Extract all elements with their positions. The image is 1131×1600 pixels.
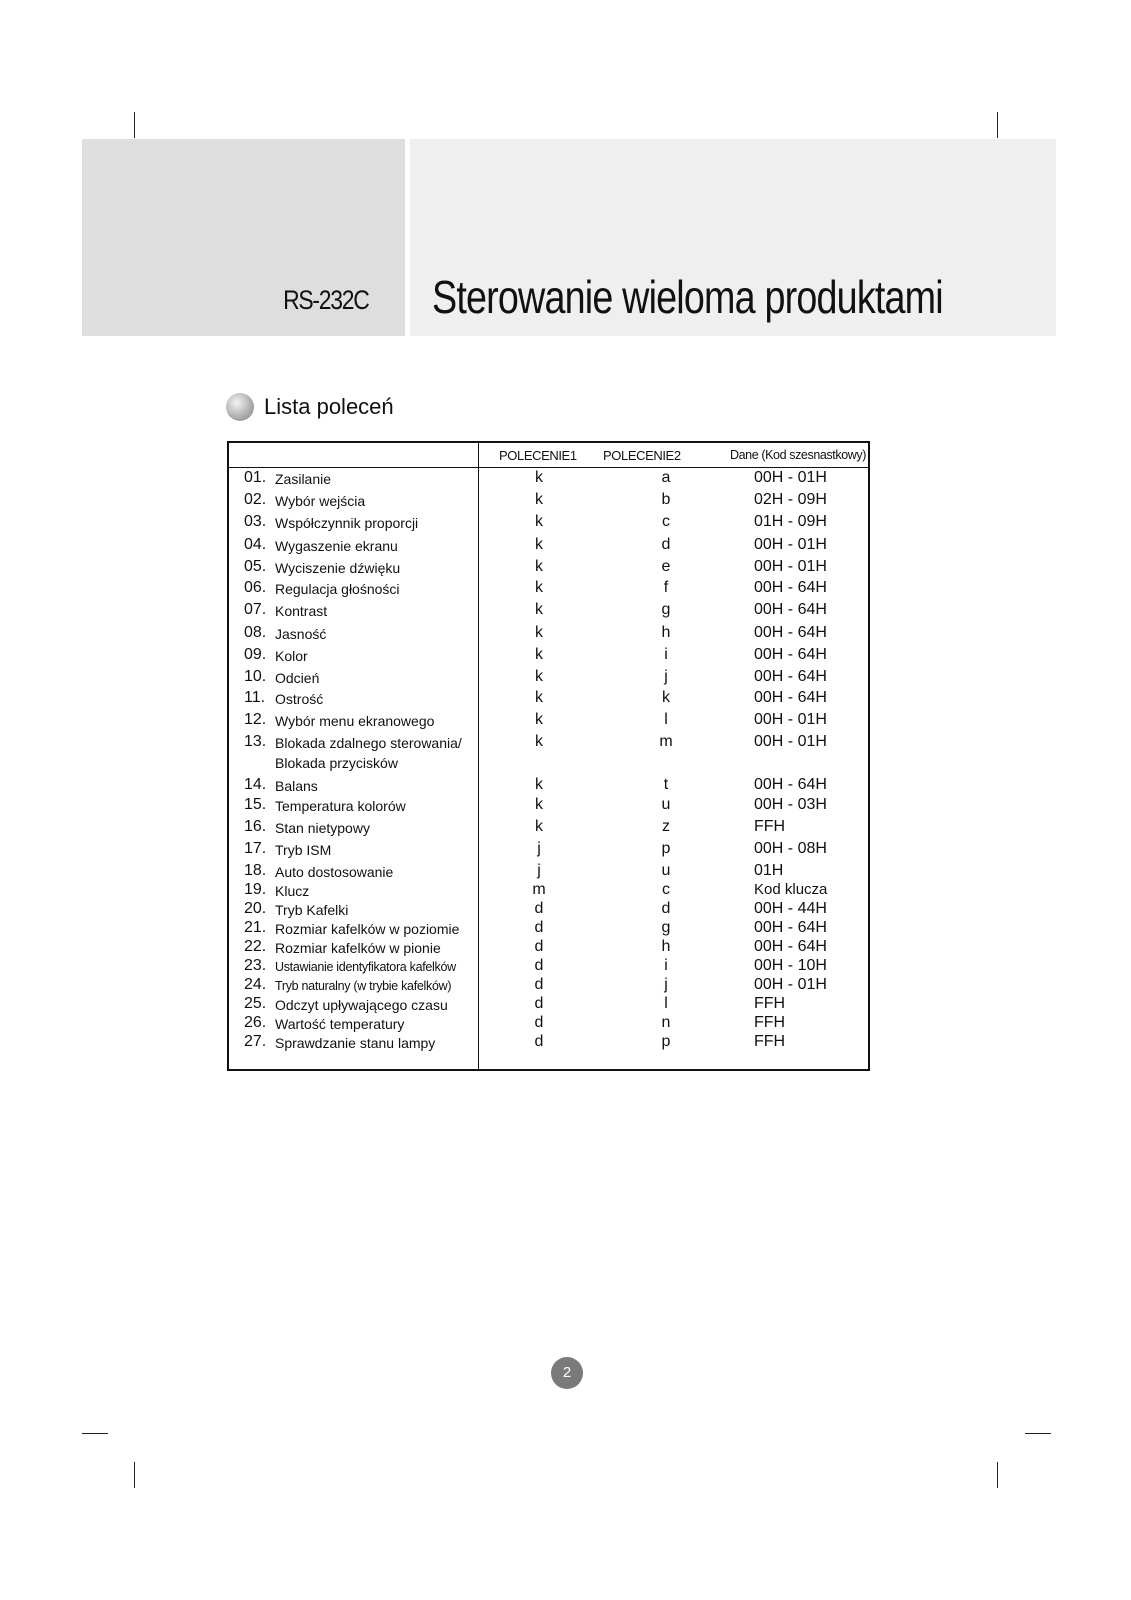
row-command2: f xyxy=(663,579,669,596)
row-number: 18. xyxy=(244,862,267,879)
row-function-name: Wybór wejścia xyxy=(275,493,366,509)
table-row xyxy=(229,919,868,939)
row-command2: i xyxy=(664,646,668,663)
row-function-name: Regulacja głośności xyxy=(275,581,400,597)
row-command2: i xyxy=(664,957,668,974)
row-function-name: Ustawianie identyfikatora kafelków xyxy=(275,960,456,974)
row-command1: k xyxy=(535,646,543,663)
row-data-value: 00H - 64H xyxy=(754,579,827,596)
row-command2: d xyxy=(661,900,671,917)
row-number: 05. xyxy=(244,558,267,575)
row-number: 27. xyxy=(244,1033,267,1050)
row-command2: h xyxy=(661,938,671,955)
row-command1: k xyxy=(535,513,543,530)
column-header-data: Dane (Kod szesnastkowy) xyxy=(729,448,866,462)
row-data-value: 00H - 64H xyxy=(754,919,827,936)
table-row xyxy=(229,536,868,556)
row-number: 24. xyxy=(244,976,267,993)
row-function-name-continued: Blokada przycisków xyxy=(275,755,398,771)
row-command1: k xyxy=(535,469,543,486)
row-number: 11. xyxy=(244,689,266,706)
row-number: 20. xyxy=(244,900,267,917)
table-row xyxy=(229,938,868,958)
row-data-value: 01H xyxy=(754,862,784,879)
row-command2: k xyxy=(662,689,670,706)
row-function-name: Tryb Kafelki xyxy=(275,902,349,918)
row-command1: j xyxy=(537,862,541,879)
crop-mark xyxy=(997,112,998,138)
row-command1: k xyxy=(535,601,543,618)
row-number: 07. xyxy=(244,601,267,618)
row-number: 06. xyxy=(244,579,267,596)
row-command2: e xyxy=(661,558,671,575)
row-command1: k xyxy=(535,689,543,706)
column-header-command2: POLECENIE2 xyxy=(603,448,681,463)
crop-mark xyxy=(134,1462,135,1488)
row-command1: d xyxy=(534,1014,544,1031)
table-row xyxy=(229,796,868,816)
crop-mark xyxy=(1025,1433,1051,1434)
page-number-badge: 2 xyxy=(551,1357,583,1389)
crop-mark xyxy=(134,112,135,138)
row-command1: k xyxy=(535,491,543,508)
section-label: RS-232C xyxy=(283,285,369,315)
row-command1: m xyxy=(532,881,546,898)
table-row xyxy=(229,818,868,838)
table-row xyxy=(229,776,868,796)
row-number: 21. xyxy=(244,919,267,936)
row-command2: g xyxy=(661,919,671,936)
row-command1: k xyxy=(535,776,543,793)
row-function-name: Tryb ISM xyxy=(275,842,332,858)
row-command2: t xyxy=(663,776,669,793)
row-command1: j xyxy=(537,840,541,857)
row-number: 17. xyxy=(244,840,267,857)
table-row xyxy=(229,469,868,489)
row-command1: k xyxy=(535,536,543,553)
table-row xyxy=(229,558,868,578)
row-data-value: 02H - 09H xyxy=(754,491,827,508)
row-command2: p xyxy=(661,840,671,857)
header-section-panel xyxy=(82,139,405,336)
row-function-name: Współczynnik proporcji xyxy=(275,515,419,531)
row-command1: k xyxy=(535,668,543,685)
row-function-name: Ostrość xyxy=(275,691,324,707)
row-data-value: 00H - 01H xyxy=(754,976,827,993)
row-data-value: 00H - 64H xyxy=(754,668,827,685)
row-command2: m xyxy=(659,733,673,750)
row-number: 15. xyxy=(244,796,267,813)
page-title: Sterowanie wieloma produktami xyxy=(432,271,943,323)
row-data-value: FFH xyxy=(754,995,786,1012)
command-table xyxy=(227,441,870,1071)
row-command1: d xyxy=(534,1033,544,1050)
header-title-panel xyxy=(410,139,1056,336)
row-function-name: Stan nietypowy xyxy=(275,820,370,836)
table-row xyxy=(229,711,868,731)
row-number: 12. xyxy=(244,711,267,728)
row-data-value: 00H - 64H xyxy=(754,601,827,618)
row-command1: d xyxy=(534,976,544,993)
table-row xyxy=(229,1033,868,1053)
row-data-value: 00H - 01H xyxy=(754,733,827,750)
row-command2: g xyxy=(661,601,671,618)
row-command2: c xyxy=(662,881,670,898)
row-number: 14. xyxy=(244,776,267,793)
row-function-name: Sprawdzanie stanu lampy xyxy=(275,1035,436,1051)
row-number: 08. xyxy=(244,624,267,641)
row-function-name: Kolor xyxy=(275,648,308,664)
row-function-name: Odczyt upływającego czasu xyxy=(275,997,448,1013)
row-number: 10. xyxy=(244,668,267,685)
row-command2: l xyxy=(664,995,668,1012)
row-function-name: Balans xyxy=(275,778,318,794)
table-row xyxy=(229,513,868,533)
row-data-value: 00H - 01H xyxy=(754,711,827,728)
row-data-value: 00H - 64H xyxy=(754,646,827,663)
row-data-value: 00H - 08H xyxy=(754,840,827,857)
row-data-value: Kod klucza xyxy=(754,881,828,898)
table-row xyxy=(229,624,868,644)
row-command2: a xyxy=(661,469,671,486)
table-row xyxy=(229,995,868,1015)
row-number: 03. xyxy=(244,513,267,530)
row-data-value: 00H - 44H xyxy=(754,900,827,917)
row-command1: d xyxy=(534,957,544,974)
table-row xyxy=(229,491,868,511)
row-command2: h xyxy=(661,624,671,641)
table-row xyxy=(229,976,868,996)
row-command1: k xyxy=(535,579,543,596)
row-function-name: Temperatura kolorów xyxy=(275,798,406,814)
row-function-name: Kontrast xyxy=(275,603,328,619)
row-number: 04. xyxy=(244,536,267,553)
row-data-value: 00H - 64H xyxy=(754,938,827,955)
table-row xyxy=(229,1014,868,1034)
row-data-value: 00H - 01H xyxy=(754,469,827,486)
row-function-name: Auto dostosowanie xyxy=(275,864,394,880)
row-function-name: Klucz xyxy=(275,883,310,899)
row-data-value: 00H - 64H xyxy=(754,776,827,793)
row-function-name: Blokada zdalnego sterowania/ xyxy=(275,735,462,751)
row-function-name: Tryb naturalny (w trybie kafelków) xyxy=(275,979,452,993)
row-command2: p xyxy=(661,1033,671,1050)
row-function-name: Odcień xyxy=(275,670,320,686)
table-row xyxy=(229,957,868,977)
row-data-value: 00H - 01H xyxy=(754,536,827,553)
table-row xyxy=(229,668,868,688)
table-row xyxy=(229,840,868,860)
row-number: 01. xyxy=(244,469,267,486)
row-command2: c xyxy=(662,513,670,530)
row-command1: d xyxy=(534,938,544,955)
row-command2: u xyxy=(661,862,671,879)
table-row xyxy=(229,900,868,920)
row-number: 22. xyxy=(244,938,267,955)
row-command2: b xyxy=(661,491,671,508)
table-row xyxy=(229,862,868,882)
row-number: 19. xyxy=(244,881,267,898)
crop-mark xyxy=(997,1462,998,1488)
table-row xyxy=(229,881,868,901)
row-function-name: Rozmiar kafelków w poziomie xyxy=(275,921,460,937)
bullet-circle-icon xyxy=(226,393,254,421)
row-function-name: Jasność xyxy=(275,626,327,642)
row-command2: j xyxy=(664,668,668,685)
row-function-name: Zasilanie xyxy=(275,471,332,487)
row-number: 26. xyxy=(244,1014,267,1031)
table-body xyxy=(229,443,868,1069)
row-command2: j xyxy=(664,976,668,993)
row-command2: d xyxy=(661,536,671,553)
row-number: 09. xyxy=(244,646,267,663)
row-data-value: 00H - 10H xyxy=(754,957,827,974)
row-data-value: 00H - 01H xyxy=(754,558,827,575)
row-number: 13. xyxy=(244,733,267,750)
crop-mark xyxy=(82,1433,108,1434)
row-command1: d xyxy=(534,919,544,936)
row-data-value: FFH xyxy=(754,1014,786,1031)
row-command2: l xyxy=(664,711,668,728)
row-command1: k xyxy=(535,711,543,728)
column-header-command1: POLECENIE1 xyxy=(499,448,577,463)
row-function-name: Wygaszenie ekranu xyxy=(275,538,398,554)
row-function-name: Wybór menu ekranowego xyxy=(275,713,435,729)
row-data-value: FFH xyxy=(754,1033,786,1050)
row-function-name: Rozmiar kafelków w pionie xyxy=(275,940,441,956)
row-command2: z xyxy=(662,818,670,835)
row-command1: k xyxy=(535,733,543,750)
row-number: 23. xyxy=(244,957,267,974)
row-number: 16. xyxy=(244,818,267,835)
row-function-name: Wyciszenie dźwięku xyxy=(275,560,401,576)
row-data-value: FFH xyxy=(754,818,786,835)
row-command2: n xyxy=(661,1014,671,1031)
row-data-value: 01H - 09H xyxy=(754,513,827,530)
row-number: 02. xyxy=(244,491,267,508)
row-command1: k xyxy=(535,558,543,575)
row-command2: u xyxy=(661,796,671,813)
row-data-value: 00H - 64H xyxy=(754,689,827,706)
row-command1: k xyxy=(535,624,543,641)
row-data-value: 00H - 64H xyxy=(754,624,827,641)
row-function-name: Wartość temperatury xyxy=(275,1016,405,1032)
table-row xyxy=(229,601,868,621)
row-command1: d xyxy=(534,900,544,917)
row-command1: k xyxy=(535,796,543,813)
row-command1: k xyxy=(535,818,543,835)
row-number: 25. xyxy=(244,995,267,1012)
table-row xyxy=(229,689,868,709)
row-data-value: 00H - 03H xyxy=(754,796,827,813)
row-command1: d xyxy=(534,995,544,1012)
table-row xyxy=(229,579,868,599)
section-heading-text: Lista poleceń xyxy=(264,394,394,419)
table-row xyxy=(229,733,868,771)
table-row xyxy=(229,646,868,666)
